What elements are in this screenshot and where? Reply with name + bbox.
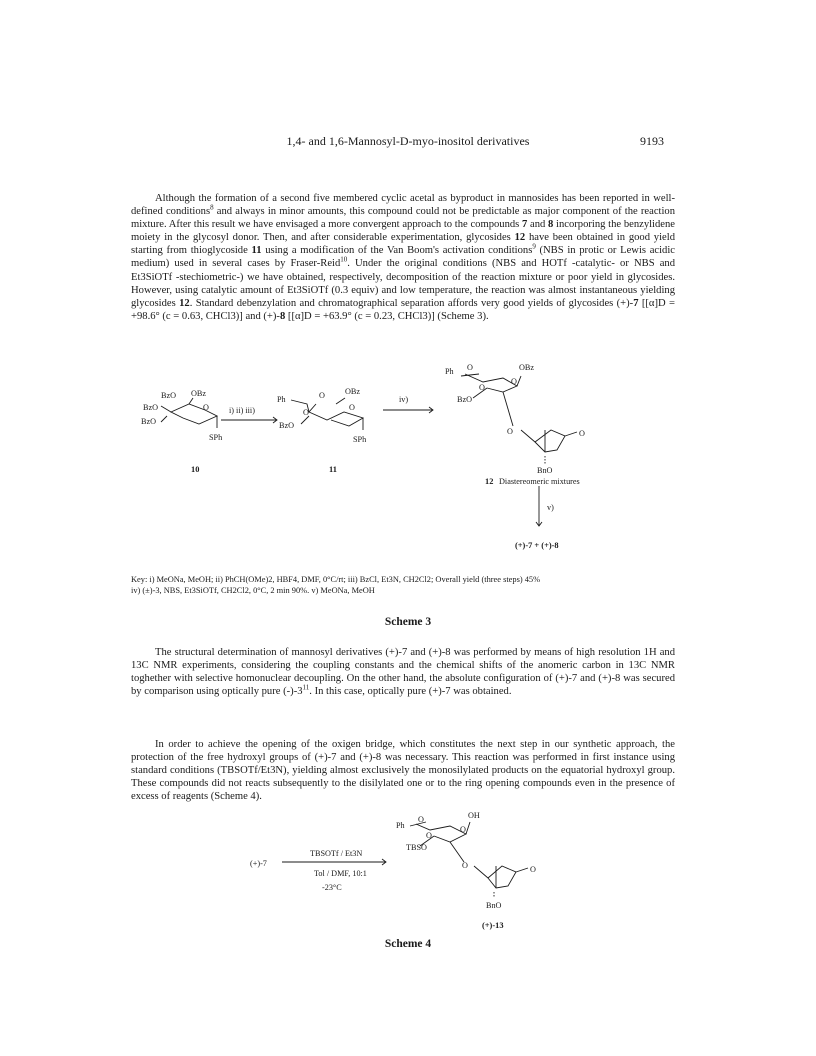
bicycle-13	[474, 866, 516, 888]
label-bzo: BzO	[143, 403, 159, 412]
label-o: O	[530, 865, 536, 874]
scheme-4-caption: Scheme 4	[384, 938, 432, 950]
compound-ref: 11	[251, 245, 262, 257]
label-o: O	[418, 815, 424, 824]
products-label: (+)-7 + (+)-8	[515, 541, 559, 550]
label-o: O	[349, 403, 355, 412]
ring-12	[465, 374, 517, 392]
arrow-3-reagents: v)	[547, 503, 554, 512]
compound-10-label: 10	[191, 465, 200, 474]
compound-ref: 12	[514, 232, 526, 244]
label-o: O	[507, 427, 513, 436]
reagent-top: TBSOTf / Et3N	[310, 849, 363, 858]
scheme-3-key	[131, 574, 675, 596]
ring-10	[171, 404, 217, 424]
label-oh: OH	[468, 811, 480, 820]
label-o: O	[319, 391, 325, 400]
p2-text-end: . In this case, optically pure (+)-7 was obtained.	[309, 686, 512, 698]
label-o: O	[479, 383, 485, 392]
ring-13	[416, 824, 466, 842]
label-sph: SPh	[209, 433, 223, 442]
label-bno: BnO	[537, 466, 553, 475]
compound-ref: 8	[548, 219, 554, 231]
reagent-bottom: Tol / DMF, 10:1	[314, 869, 367, 878]
ref-11: 11	[302, 683, 310, 692]
product-label: (+)-13	[482, 921, 504, 930]
paragraph-1	[131, 192, 675, 323]
p1-text: incorporing the benzylidene moiety in the glycosyl donor. Then, and after considerable experimentation, glycosides	[131, 219, 675, 244]
compound-12-label: 12	[485, 477, 494, 486]
p1-text: Although the formation of a second five membered cyclic acetal as byproduct in mannosides has been reported in well-defined conditions	[131, 193, 675, 218]
p1-text: [[α]D = +63.9° (c = 0.23, CHCl3)] (Scheme 3).	[285, 310, 489, 322]
label-bzo: BzO	[141, 417, 157, 426]
label-o: O	[203, 403, 209, 412]
arrow-1-reagents: i) ii) iii)	[229, 406, 255, 415]
label-obz: OBz	[345, 387, 361, 396]
compound-ref: 7	[522, 219, 528, 231]
page-number: 9193	[640, 134, 664, 148]
p1-text: and	[527, 219, 549, 231]
label-o: O	[462, 861, 468, 870]
paragraph-2	[131, 646, 675, 698]
key-line-1: Key: i) MeONa, MeOH; ii) PhCH(OMe)2, HBF4, DMF, 0°C/rt; iii) BzCl, Et3N, CH2Cl2; Overall yield (three steps) 45%	[131, 575, 541, 584]
label-bzo: BzO	[161, 391, 177, 400]
paragraph-3	[131, 738, 675, 803]
label-o: O	[579, 429, 585, 438]
compound-12-note: Diastereomeric mixtures	[499, 477, 580, 486]
label-o: O	[460, 825, 466, 834]
temperature-label: -23°C	[322, 883, 342, 892]
label-obz: OBz	[519, 363, 535, 372]
p1-text: [[α]D = +98.6° (c = 0.63, CHCl3)] and (+)-	[131, 297, 675, 322]
p1-text: and always in minor amounts, this compound could not be predictable as major component of the reaction mixture. After this result we have envisaged a more convergent approach to the compounds	[131, 206, 675, 231]
p1-text: have been obtained in good yield starting from thioglycoside	[131, 232, 675, 257]
bicycle-12	[521, 430, 565, 452]
compound-11-label: 11	[329, 465, 337, 474]
p1-text: using a modification of the Van Boom's activation conditions	[261, 245, 533, 257]
label-bno: BnO	[486, 901, 502, 910]
label-bzo: BzO	[457, 395, 473, 404]
label-o: O	[511, 377, 517, 386]
running-header: 1,4- and 1,6-Mannosyl-D-myo-inositol derivatives	[286, 134, 530, 148]
label-ph: Ph	[396, 821, 405, 830]
ref-8: 8	[210, 203, 214, 212]
p1-text: . Under the original conditions (NBS and HOTf -catalytic- or NBS and Et3SiOTf -stechiometric-) we have obtained, respectively, decomposition of the reaction mixture or poor yield in glycosides. However, using catalytic amount of Et3SiOTf (0.3 equiv) and low temperature, the reaction was almost instantaneous yielding glycosides	[131, 258, 675, 309]
compound-ref: 8	[279, 310, 286, 322]
ref-10: 10	[340, 255, 348, 264]
label-bzo: BzO	[279, 421, 295, 430]
label-ph: Ph	[277, 395, 286, 404]
label-tbso: TBSO	[406, 843, 427, 852]
label-o: O	[303, 408, 309, 417]
label-sph: SPh	[353, 435, 367, 444]
start-label: (+)-7	[250, 859, 267, 868]
p1-text: . Standard debenzylation and chromatographical separation affords very good yields of glycosides (+)-	[189, 297, 634, 309]
key-line-2: iv) (±)-3, NBS, Et3SiOTf, CH2Cl2, 0°C, 2 min 90%. v) MeONa, MeOH	[131, 586, 375, 595]
compound-ref: 7	[633, 297, 639, 309]
p1-text: (NBS in protic or Lewis acidic medium) used in several cases by Fraser-Reid	[131, 245, 675, 270]
scheme-4-figure	[230, 806, 590, 930]
compound-ref: 12	[179, 297, 190, 309]
label-obz: OBz	[191, 389, 207, 398]
label-ph: Ph	[445, 367, 454, 376]
p3-text: In order to achieve the opening of the oxigen bridge, which constitutes the next step in our synthetic approach, the protection of the free hydroxyl groups of (+)-7 and (+)-8 was necessary. This reaction was performed in first instance using standard conditions (TBSOTf/Et3N), yielding almost exclusively the monosilylated products on the equatorial hydroxyl group. These compounds did not reacts subsequently to the disilylated one or to the ring opening compounds even in the presence of excess of reagents (Scheme 4).	[131, 739, 675, 803]
scheme-3-caption: Scheme 3	[384, 616, 432, 628]
label-o: O	[467, 363, 473, 372]
ref-9: 9	[532, 242, 536, 251]
label-o: O	[426, 831, 432, 840]
scheme-3-figure	[131, 360, 691, 560]
arrow-2-reagents: iv)	[399, 395, 409, 404]
p2-text: The structural determination of mannosyl derivatives (+)-7 and (+)-8 was performed by means of high resolution 1H and 13C NMR experiments, considering the coupling constants and the chemical shifts of the anomeric carbon in 13C NMR toghether with selective homonuclear decoupling. On the other hand, the absolute configuration of (+)-7 and (+)-8 was secured by comparison using optically pure (-)-3	[131, 647, 675, 698]
